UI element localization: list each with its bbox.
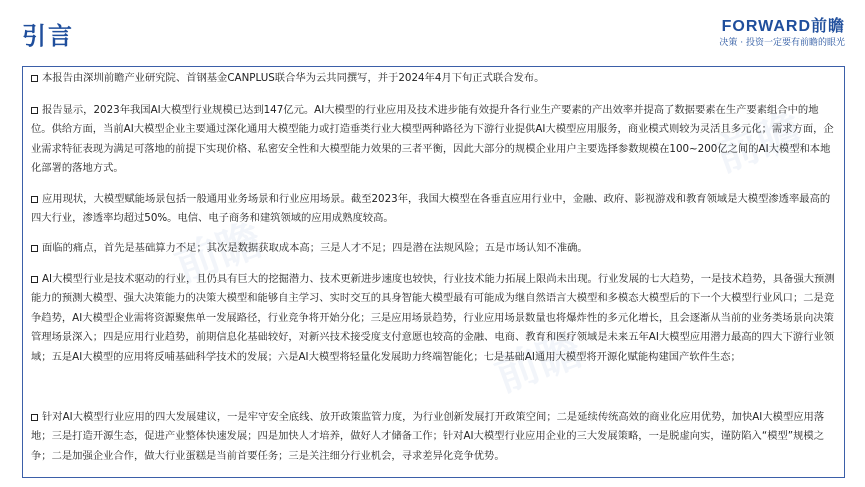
paragraph-text: AI大模型行业是技术驱动的行业，且仍具有巨大的挖掘潜力、技术更新进步速度也较快，行业技术能力拓展上限尚未出现。行业发展的七大趋势，一是技术趋势，具备强大预测能力的预测大模型、强大决策能力的决策大模型和能够自主学习、实时交互的具身智能大模型最有可能成为继自然语言大模型和多模态大模型后的下一个大模型行业风口；二是竞争趋势，AI大模型企业需将资源聚焦单一发展路径，行业竞争将开始分化；三是应用场景趋势，行业应用场景数量也将爆炸性的多元化增长，且会逐渐从当前的业务类场景向决策管理场景深入；四是应用行业趋势，前期信息化基础较好，对新兴技术接受度支付意愿也较高的金融、电商、教育和医疗领域是未来五年AI大模型应用潜力最高的四大下游行业领域；五是AI大模型的应用将反哺基础科学技术的发展；六是AI大模型将轻量化发展助力终端智能化；七是基础AI通用大模型将开源化赋能构建国产软件生态；	[31, 273, 835, 363]
bullet-icon	[31, 196, 38, 203]
bullet-icon	[31, 107, 38, 114]
paragraph-text: 应用现状，大模型赋能场景包括一般通用业务场景和行业应用场景。截至2023年，我国大模型在各垂直应用行业中，金融、政府、影视游戏和教育领域是大模型渗透率最高的四大行业，渗透率均超过50%。电信、电子商务和建筑领域的应用成熟度较高。	[31, 193, 831, 225]
paragraph-text: 面临的痛点，首先是基础算力不足；其次是数据获取成本高；三是人才不足；四是潜在法规风险；五是市场认知不准确。	[42, 242, 588, 254]
content-box	[22, 66, 845, 478]
bullet-icon	[31, 245, 38, 252]
brand-logo	[719, 18, 845, 49]
bullet-icon	[31, 414, 38, 421]
bullet-icon	[31, 75, 38, 82]
watermark: 前瞻	[708, 104, 809, 183]
watermark: 前瞻	[168, 214, 269, 293]
paragraph-text: 针对AI大模型行业应用的四大发展建议，一是牢守安全底线、放开政策监管力度，为行业创新发展打开政策空间；二是延续传统高效的商业化应用优势，加快AI大模型应用落地；三是打造开源生态，促进产业整体快速发展；四是加快人才培养，做好人才储备工作；针对AI大模型行业应用企业的三大发展策略，一是脱虚向实，谨防陷入“模型”规模之争；二是加强企业合作，做大行业蛋糕是当前首要任务；三是关注细分行业机会，寻求差异化竞争优势。	[31, 411, 825, 462]
paragraph-market-size	[31, 101, 836, 179]
watermark: 前瞻	[488, 324, 589, 403]
brand-name: FORWARD前瞻	[721, 18, 845, 35]
paragraph-text: 报告显示，2023年我国AI大模型行业规模已达到147亿元。AI大模型的行业应用及技术进步能有效提升各行业生产要素的产出效率并提高了数据要素在生产要素组合中的地位。供给方面，当前AI大模型企业主要通过深化通用大模型能力或打造垂类行业大模型两种路径为下游行业提供AI大模型应用服务，商业模式则较为灵活且多元化；需求方面，企业需求特征表现为满足可落地的前提下实现价格、私密安全性和大模型能力效果的三者平衡，因此大部分的规模企业用户主要选择参数规模在100~200亿之间的AI大模型和本地化部署的落地方式。	[31, 104, 834, 175]
paragraph-suggestions	[31, 408, 836, 466]
paragraph-pain-points	[31, 239, 836, 258]
page-title: 引言	[22, 22, 74, 50]
header	[0, 0, 865, 58]
bullet-icon	[31, 276, 38, 283]
paragraph-application	[31, 190, 836, 229]
brand-slogan: 决策 · 投资一定要有前瞻的眼光	[719, 38, 845, 48]
paragraph-trends	[31, 270, 836, 367]
paragraph-text: 本报告由深圳前瞻产业研究院、首钢基金CANPLUS联合华为云共同撰写，并于2024年4月下旬正式联合发布。	[42, 72, 545, 84]
paragraph-intro	[31, 69, 836, 88]
